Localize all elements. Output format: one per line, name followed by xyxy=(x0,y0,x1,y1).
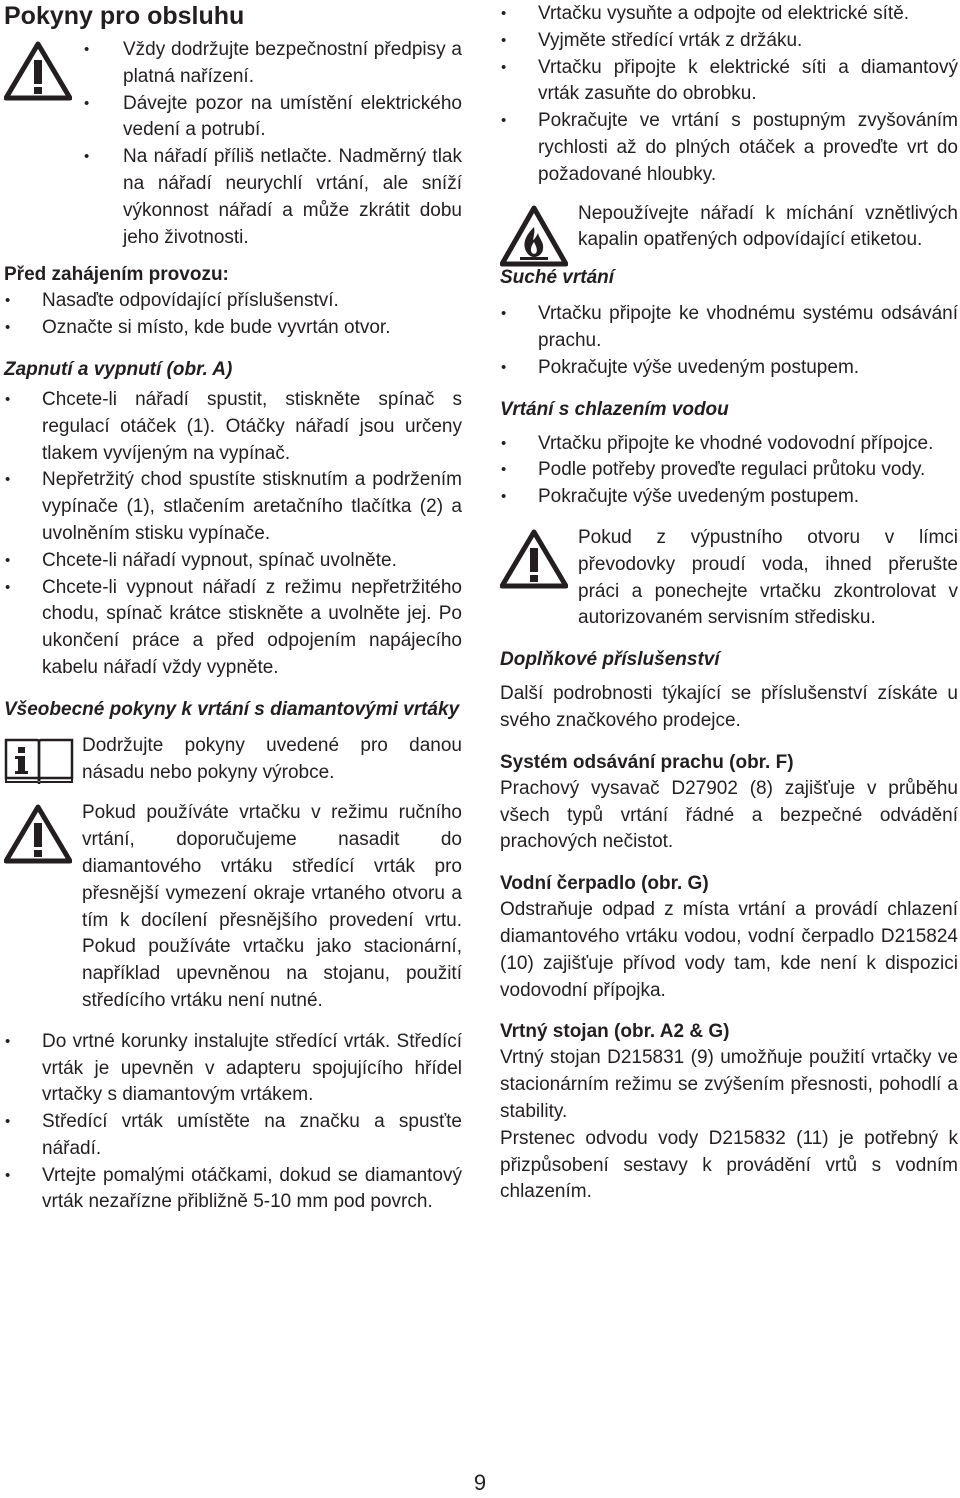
warning-text: Pokud používáte vrtačku v režimu ručního vrtání, doporučujeme nasadit do diamantového vrtáku středící vrták pro přesnější vymezení okraje vrtaného otvoru a tím k docílení přesnějšího provedení vrtu. Pokud používáte vrtačku jako stacionární, například upevněnou na stojanu, použití středícího vrtáku není nutné. xyxy=(82,802,462,1011)
paragraph: Vrtný stojan D215831 (9) umožňuje použití vrtačky ve stacionárním režimu se zvýšením přesnosti, pohodlí a stability. xyxy=(500,1047,958,1122)
fire-warning-block xyxy=(500,201,958,255)
list-item: • Středící vrták umístěte na značku a spusťte nářadí. xyxy=(4,1109,462,1163)
list-item: • Vždy dodržujte bezpečnostní předpisy a platná nařízení. xyxy=(4,37,462,91)
list-item: • Označte si místo, kde bude vyvrtán otvor. xyxy=(4,315,462,342)
list-item: • Vrtejte pomalými otáčkami, dokud se diamantový vrták nezařízne přibližně 5-10 mm pod povrch. xyxy=(4,1163,462,1217)
water-warning-block xyxy=(500,525,958,632)
info-block xyxy=(4,733,462,787)
list-item: • Chcete-li vypnout nářadí z režimu nepřetržitého chodu, spínač krátce stiskněte a uvolněte jej. Po ukončení práce a před odpojením napájecího kabelu nářadí vždy vypněte. xyxy=(4,575,462,682)
list-item: • Pokračujte výše uvedeným postupem. xyxy=(500,355,958,382)
left-column xyxy=(4,0,462,1216)
page-number: 9 xyxy=(473,1470,487,1495)
pilot-drill-warning-block xyxy=(4,800,462,1014)
section-heading: Vrtání s chlazením vodou xyxy=(500,398,729,420)
right-column xyxy=(500,0,958,1206)
section-heading: Vrtný stojan (obr. A2 & G) xyxy=(500,1021,730,1043)
fire-warning-icon xyxy=(500,205,568,267)
list-item: • Vyjměte středící vrták z držáku. xyxy=(500,28,958,55)
list-item: • Do vrtné korunky instalujte středící vrták. Středící vrták je upevněn v adapteru spojujícího hřídel vrtačky s diamantovým vrtákem. xyxy=(4,1029,462,1109)
general-warning-block xyxy=(4,37,462,251)
section-heading: Vodní čerpadlo (obr. G) xyxy=(500,873,709,895)
list-item: • Vrtačku připojte ke vhodné vodovodní přípojce. xyxy=(500,431,958,458)
info-book-icon xyxy=(4,737,74,785)
section-heading: Suché vrtání xyxy=(500,267,615,289)
list-item: • Pokračujte výše uvedeným postupem. xyxy=(500,484,958,511)
warning-text: Pokud z výpustního otvoru v límci převodovky proudí voda, ihned přerušte práci a ponechejte vrtačku zkontrolovat v autorizovaném servisním středisku. xyxy=(578,526,958,629)
section-heading: Zapnutí a vypnutí (obr. A) xyxy=(4,358,233,380)
list-item: • Chcete-li nářadí vypnout, spínač uvolněte. xyxy=(4,548,462,575)
section-heading: Před zahájením provozu: xyxy=(4,264,229,286)
page-title: Pokyny pro obsluhu xyxy=(4,2,245,30)
section-heading: Doplňkové příslušenství xyxy=(500,649,720,671)
list-item: • Vrtačku připojte ke vhodnému systému odsávání prachu. xyxy=(500,301,958,355)
list-item: • Na nářadí příliš netlačte. Nadměrný tlak na nářadí neurychlí vrtání, ale sníží výkonnost nářadí a může zkrátit dobu jeho životnosti. xyxy=(4,144,462,251)
paragraph: Odstraňuje odpad z místa vrtání a provádí chlazení diamantového vrtáku vodou, vodní čerpadlo D215824 (10) zajišťuje přívod vody tam, kde není k dispozici vodovodní přípojka. xyxy=(500,899,958,1001)
list-item: • Nasaďte odpovídající příslušenství. xyxy=(4,288,462,315)
warning-triangle-icon xyxy=(500,529,568,589)
section-heading: Všeobecné pokyny k vrtání s diamantovými vrtáky xyxy=(4,698,460,720)
list-item: • Pokračujte ve vrtání s postupným zvyšováním rychlosti až do plných otáček a proveďte vrt do požadované hloubky. xyxy=(500,108,958,188)
paragraph: Prachový vysavač D27902 (8) zajišťuje v průběhu všech typů vrtání řádné a bezpečné odvádění prachových nečistot. xyxy=(500,777,958,853)
list-item: • Nepřetržitý chod spustíte stisknutím a podržením vypínače (1), stlačením aretačního tlačítka (2) a uvolněním stisku vypínače. xyxy=(4,467,462,547)
list-item: • Dávejte pozor na umístění elektrického vedení a potrubí. xyxy=(4,91,462,145)
warning-triangle-icon xyxy=(4,804,72,864)
paragraph: Prstenec odvodu vody D215832 (11) je potřebný k přizpůsobení sestavy k provádění vrtů s vodním chlazením. xyxy=(500,1127,958,1203)
warning-text: Nepoužívejte nářadí k míchání vznětlivých kapalin opatřených odpovídající etiketou. xyxy=(578,202,958,251)
info-text: Dodržujte pokyny uvedené pro danou násadu nebo pokyny výrobce. xyxy=(82,734,462,783)
list-item: • Vrtačku připojte k elektrické síti a diamantový vrták zasuňte do obrobku. xyxy=(500,55,958,109)
list-item: • Chcete-li nářadí spustit, stiskněte spínač s regulací otáček (1). Otáčky nářadí jsou určeny tlakem vyvíjeným na vypínač. xyxy=(4,387,462,467)
list-item: • Podle potřeby proveďte regulaci průtoku vody. xyxy=(500,457,958,484)
section-heading: Systém odsávání prachu (obr. F) xyxy=(500,751,794,773)
list-item: • Vrtačku vysuňte a odpojte od elektrické sítě. xyxy=(500,1,958,28)
paragraph: Další podrobnosti týkající se příslušenství získáte u svého značkového prodejce. xyxy=(500,683,958,731)
